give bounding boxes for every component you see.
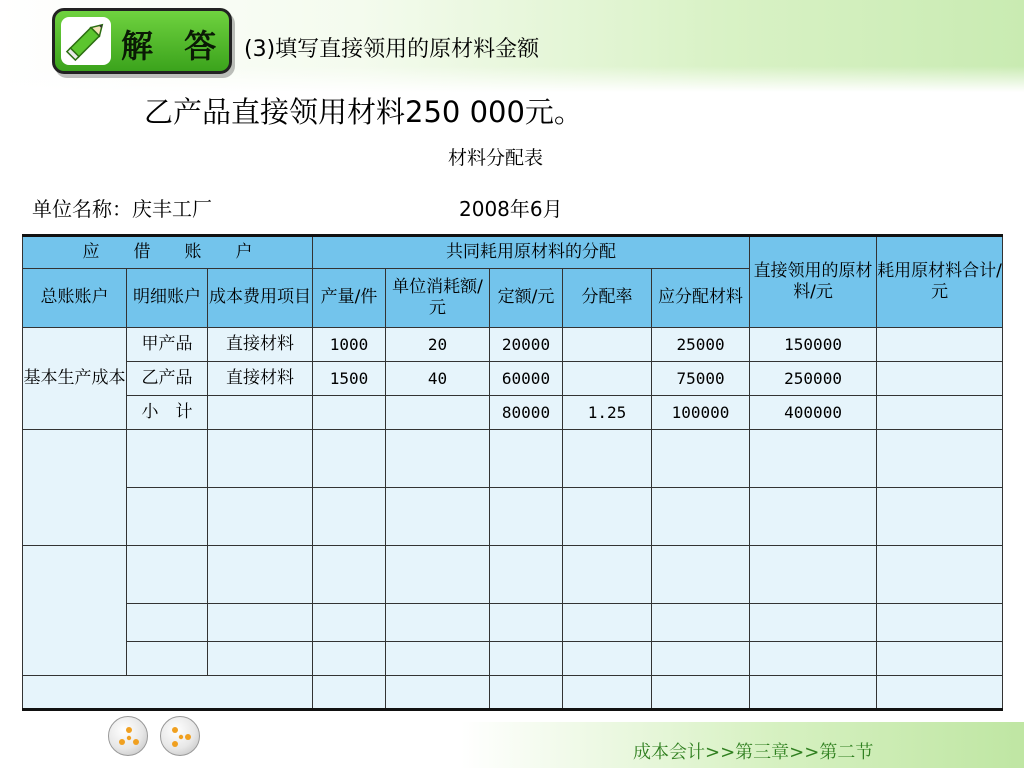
table-caption: 材料分配表 — [448, 147, 544, 169]
cell-direct: 250000 — [750, 362, 877, 396]
material-allocation-table — [22, 234, 1003, 711]
pencil-icon — [61, 17, 111, 65]
nav-next-button[interactable] — [160, 716, 200, 756]
cell-allocated: 100000 — [652, 396, 750, 430]
empty-row — [23, 430, 1003, 488]
header-direct-material: 直接领用的原材料/元 — [750, 236, 877, 328]
cell-total — [877, 328, 1003, 362]
cell-output: 1000 — [313, 328, 386, 362]
section-subtitle: (3)填写直接领用的原材料金额 — [244, 37, 540, 62]
cell-quota: 80000 — [490, 396, 563, 430]
cell-output — [313, 396, 386, 430]
header-rate: 分配率 — [563, 269, 652, 328]
cell-quota: 20000 — [490, 328, 563, 362]
cell-unit: 20 — [386, 328, 490, 362]
cell-rate — [563, 362, 652, 396]
cell-allocated: 75000 — [652, 362, 750, 396]
empty-row — [23, 546, 1003, 604]
header-shared-allocation: 共同耗用原材料的分配 — [313, 236, 750, 269]
unit-name-label: 单位名称：庆丰工厂 — [32, 197, 212, 221]
cell-direct: 150000 — [750, 328, 877, 362]
badge-label: 解 答 — [121, 27, 227, 65]
cell-rate — [563, 328, 652, 362]
cell-detail: 甲产品 — [127, 328, 208, 362]
header-unit-consumption: 单位消耗额/元 — [386, 269, 490, 328]
nav-prev-button[interactable] — [108, 716, 148, 756]
cell-direct: 400000 — [750, 396, 877, 430]
header-quota: 定额/元 — [490, 269, 563, 328]
header-cost-item: 成本费用项目 — [208, 269, 313, 328]
cell-allocated: 25000 — [652, 328, 750, 362]
cell-unit: 40 — [386, 362, 490, 396]
answer-badge — [52, 8, 232, 74]
date-label: 2008年6月 — [459, 197, 563, 221]
cell-total — [877, 396, 1003, 430]
header-output: 产量/件 — [313, 269, 386, 328]
cell-detail: 乙产品 — [127, 362, 208, 396]
cell-item: 直接材料 — [208, 362, 313, 396]
cell-detail: 小 计 — [127, 396, 208, 430]
answer-headline: 乙产品直接领用材料250 000元。 — [144, 95, 583, 129]
header-detail-account: 明细账户 — [127, 269, 208, 328]
table-row-subtotal — [23, 396, 1003, 430]
cell-item — [208, 396, 313, 430]
dots-cluster-icon — [117, 725, 141, 749]
cell-rate: 1.25 — [563, 396, 652, 430]
empty-row — [23, 642, 1003, 676]
cell-unit — [386, 396, 490, 430]
cell-item: 直接材料 — [208, 328, 313, 362]
table-row — [23, 362, 1003, 396]
header-account: 应 借 账 户 — [23, 236, 313, 269]
header-allocated: 应分配材料 — [652, 269, 750, 328]
table-row — [23, 328, 1003, 362]
empty-row — [23, 604, 1003, 642]
group-label-basic-production: 基本生产成本 — [23, 328, 127, 430]
empty-row — [23, 488, 1003, 546]
header-general-account: 总账账户 — [23, 269, 127, 328]
header-total-material: 耗用原材料合计/元 — [877, 236, 1003, 328]
dots-cluster-icon — [169, 725, 193, 749]
cell-total — [877, 362, 1003, 396]
cell-output: 1500 — [313, 362, 386, 396]
cell-quota: 60000 — [490, 362, 563, 396]
empty-row — [23, 676, 1003, 710]
footer-breadcrumb[interactable]: 成本会计>>第三章>>第二节 — [633, 742, 874, 763]
